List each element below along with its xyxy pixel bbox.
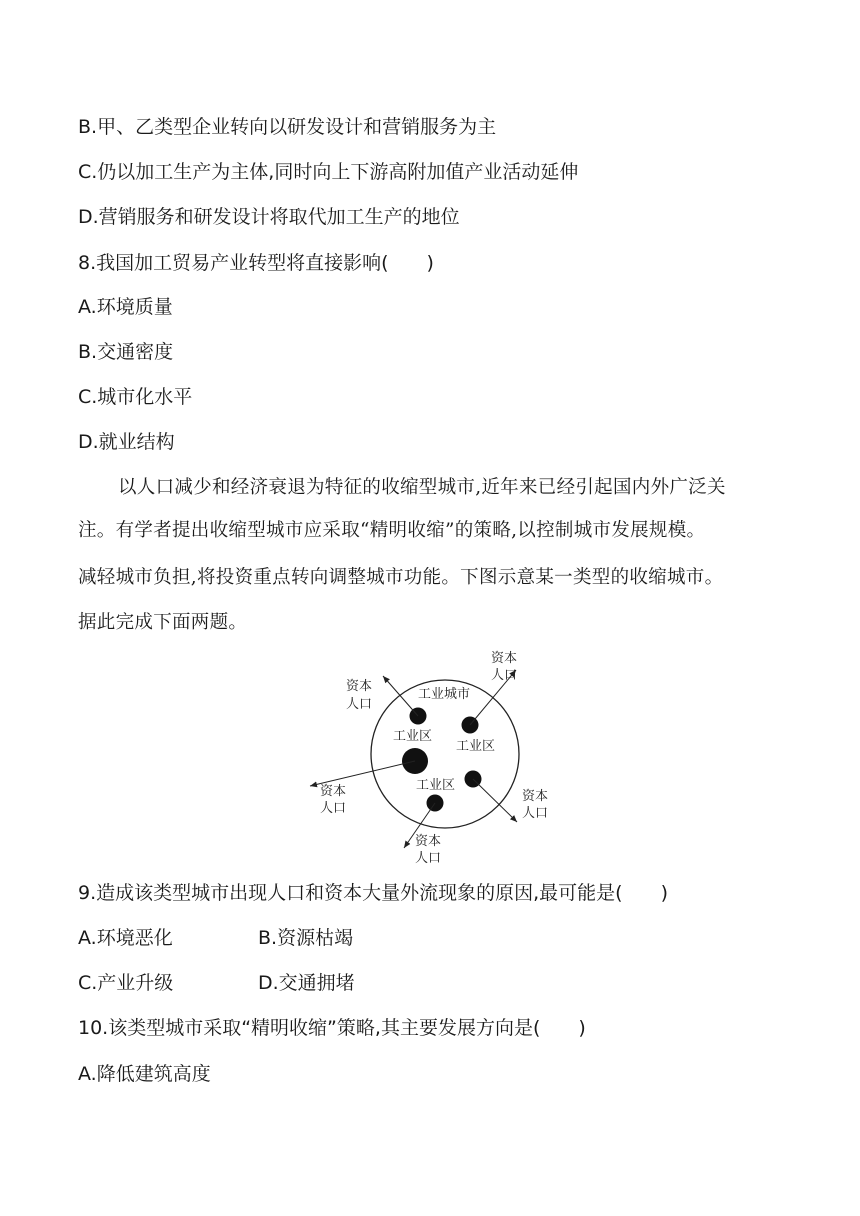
zone-label: 工业区 [456,739,496,754]
q7-option-c: C.仍以加工生产为主体,同时向上下游高附加值产业活动延伸 [78,161,579,183]
flow-label-population: 人口 [346,697,373,712]
flow-label-capital: 资本 [522,789,549,804]
q9-option-d: D.交通拥堵 [258,972,355,994]
flow-label-population: 人口 [320,801,347,816]
q8-option-a: A.环境质量 [78,296,173,318]
passage-line-1: 以人口减少和经济衰退为特征的收缩型城市,近年来已经引起国内外广泛关 [118,477,726,498]
zone-label: 工业区 [393,729,433,744]
shrinking-city-diagram [300,645,570,870]
q9-option-c: C.产业升级 [78,972,174,994]
flow-label-population: 人口 [415,851,442,866]
zone-label: 工业区 [416,778,456,793]
q8-option-b: B.交通密度 [78,341,174,363]
passage-line-3: 减轻城市负担,将投资重点转向调整城市功能。下图示意某一类型的收缩城市。 [78,567,724,588]
passage-line-2: 注。有学者提出收缩型城市应采取“精明收缩”的策略,以控制城市发展规模。 [78,520,706,541]
flow-label-capital: 资本 [491,651,518,666]
flow-label-capital: 资本 [346,679,373,694]
q9-option-a: A.环境恶化 [78,927,173,949]
q8-stem: 8.我国加工贸易产业转型将直接影响( ) [78,252,434,274]
q8-option-d: D.就业结构 [78,431,175,453]
flow-label-population: 人口 [522,806,549,821]
q9-stem: 9.造成该类型城市出现人口和资本大量外流现象的原因,最可能是( ) [78,882,668,904]
q8-option-c: C.城市化水平 [78,386,193,408]
flow-label-capital: 资本 [320,784,347,799]
passage-line-4: 据此完成下面两题。 [78,612,248,633]
city-boundary [371,680,519,828]
q10-option-a: A.降低建筑高度 [78,1063,211,1085]
q9-option-b: B.资源枯竭 [258,927,354,949]
flow-label-population: 人口 [491,668,518,683]
flow-label-capital: 资本 [415,834,442,849]
q7-option-b: B.甲、乙类型企业转向以研发设计和营销服务为主 [78,116,497,138]
q7-option-d: D.营销服务和研发设计将取代加工生产的地位 [78,206,460,228]
q10-stem: 10.该类型城市采取“精明收缩”策略,其主要发展方向是( ) [78,1017,586,1039]
city-label: 工业城市 [418,687,471,702]
